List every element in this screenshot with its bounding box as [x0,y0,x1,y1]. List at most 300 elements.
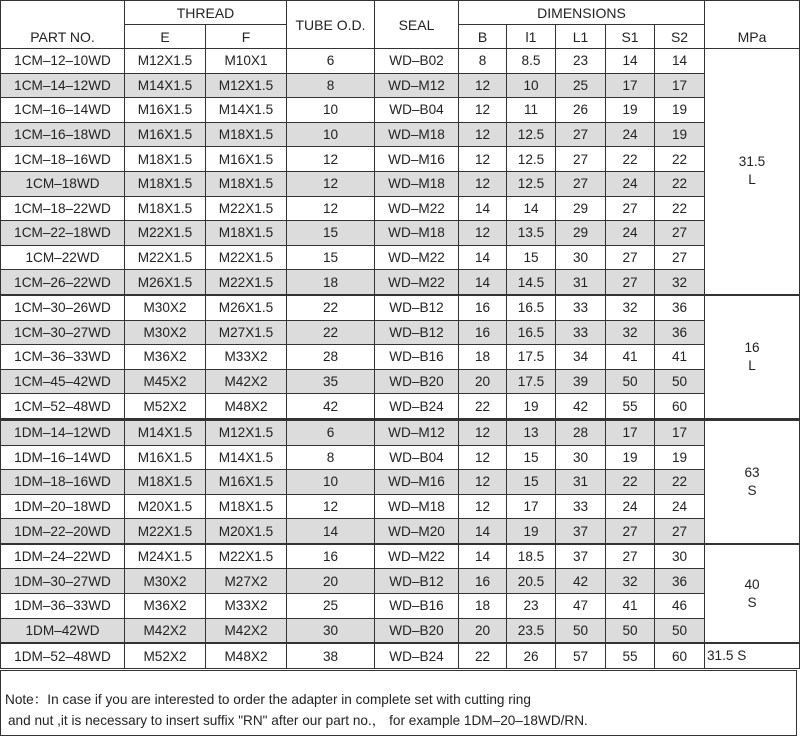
dim-s2-cell: 27 [655,221,705,246]
part-no-cell: 1CM–26–22WD [1,270,125,295]
thread-f-cell: M27X2 [206,569,287,594]
thread-f-cell: M42X2 [206,369,287,394]
dim-l1-upper-cell: 33 [556,295,606,320]
dim-l1-lower-cell: 13 [507,419,556,445]
part-no-cell: 1CM–36–33WD [1,345,125,370]
thread-e-cell: M36X2 [125,345,206,370]
dim-s2-cell: 14 [655,49,705,74]
part-no-cell: 1DM–16–14WD [1,445,125,470]
thread-f-cell: M33X2 [206,594,287,619]
seal-cell: WD–B16 [375,594,459,619]
part-no-cell: 1CM–30–27WD [1,320,125,345]
thread-e-cell: M18X1.5 [125,470,206,495]
thread-f-cell: M18X1.5 [206,494,287,519]
thread-e-cell: M16X1.5 [125,122,206,147]
tube-od-cell: 22 [287,320,375,345]
pressure-value: 40 [744,576,760,592]
dim-b-cell: 18 [459,594,507,619]
dim-l1-lower-cell: 17 [507,494,556,519]
dim-b-cell: 8 [459,49,507,74]
dim-s1-cell: 24 [606,171,655,196]
thread-f-cell: M22X1.5 [206,270,287,295]
thread-e-cell: M22X1.5 [125,519,206,544]
dim-s2-cell: 36 [655,569,705,594]
table-row [1,470,800,495]
dim-s2-cell: 19 [655,122,705,147]
table-row [1,221,800,246]
thread-e-cell: M22X1.5 [125,245,206,270]
dim-l1-upper-cell: 31 [556,270,606,295]
dim-l1-lower-cell: 16.5 [507,320,556,345]
dim-s1-cell: 19 [606,445,655,470]
dim-s2-cell: 60 [655,643,705,668]
dim-l1-lower-cell: 15 [507,445,556,470]
thread-f-cell: M14X1.5 [206,98,287,123]
table-row [1,295,800,320]
dim-b-cell: 14 [459,270,507,295]
tube-od-cell: 22 [287,295,375,320]
part-no-cell: 1CM–18–22WD [1,196,125,221]
pressure-value: 31.5 [738,154,766,170]
dim-s1-cell: 27 [606,245,655,270]
dim-s2-cell: 17 [655,419,705,445]
pressure-rating-cell [705,49,800,295]
dim-l1-upper-cell: 37 [556,544,606,569]
dim-l1-upper-cell: 27 [556,147,606,172]
pressure-rating-cell [705,419,800,543]
seal-cell: WD–B24 [375,394,459,420]
seal-cell: WD–M22 [375,196,459,221]
dim-l1-lower-cell: 16.5 [507,295,556,320]
thread-f-cell: M22X1.5 [206,544,287,569]
seal-cell: WD–M16 [375,147,459,172]
dim-l1-lower-cell: 12.5 [507,122,556,147]
seal-cell: WD–M18 [375,221,459,246]
pressure-rating-cell [705,544,800,643]
order-note [0,670,797,736]
dim-l1-upper-cell: 57 [556,643,606,668]
dim-l1-upper-cell: 29 [556,196,606,221]
part-no-cell: 1CM–12–10WD [1,49,125,74]
part-no-cell: 1DM–30–27WD [1,569,125,594]
dim-s1-cell: 27 [606,270,655,295]
dim-l1-upper-cell: 25 [556,73,606,98]
dim-s1-cell: 22 [606,147,655,172]
dim-s1-cell: 27 [606,196,655,221]
tube-od-cell: 42 [287,394,375,420]
tube-od-cell: 15 [287,245,375,270]
part-no-cell: 1DM–24–22WD [1,544,125,569]
dim-b-cell: 14 [459,245,507,270]
pressure-class: L [748,172,756,188]
thread-e-cell: M18X1.5 [125,171,206,196]
thread-f-cell: M16X1.5 [206,147,287,172]
tube-od-cell: 35 [287,369,375,394]
dim-s2-cell: 22 [655,196,705,221]
seal-cell: WD–M20 [375,519,459,544]
dimensions-header: DIMENSIONS [459,1,705,25]
dim-l1-lower-cell: 23.5 [507,618,556,643]
dim-s1-cell: 41 [606,594,655,619]
part-no-cell: 1CM–18–16WD [1,147,125,172]
tube-od-cell: 12 [287,196,375,221]
pressure-rating-cell [705,643,800,668]
dim-l1-lower-cell: 18.5 [507,544,556,569]
table-row [1,544,800,569]
thread-e-cell: M52X2 [125,643,206,668]
seal-cell: WD–B16 [375,345,459,370]
part-no-cell: 1CM–22–18WD [1,221,125,246]
thread-f-cell: M42X2 [206,618,287,643]
dim-s1-cell: 24 [606,221,655,246]
dim-l1-lower-cell: 12.5 [507,147,556,172]
dim-l1-lower-cell: 26 [507,643,556,668]
pressure-class: L [748,357,756,373]
thread-f-cell: M20X1.5 [206,519,287,544]
dim-s2-header: S2 [655,25,705,49]
dim-s1-cell: 50 [606,618,655,643]
tube-od-cell: 18 [287,270,375,295]
dim-l1-lower-cell: 8.5 [507,49,556,74]
dim-s2-cell: 41 [655,345,705,370]
dim-s1-cell: 32 [606,295,655,320]
table-row [1,196,800,221]
tube-od-cell: 10 [287,122,375,147]
dim-s2-cell: 36 [655,320,705,345]
tube-od-cell: 20 [287,569,375,594]
dim-b-header: B [459,25,507,49]
part-no-cell: 1DM–42WD [1,618,125,643]
seal-cell: WD–M22 [375,270,459,295]
seal-header: SEAL [375,1,459,49]
table-row [1,171,800,196]
tube-od-cell: 12 [287,147,375,172]
table-row [1,49,800,74]
part-no-cell: 1CM–16–14WD [1,98,125,123]
thread-e-cell: M14X1.5 [125,419,206,445]
dim-b-cell: 14 [459,544,507,569]
part-no-cell: 1CM–16–18WD [1,122,125,147]
table-row [1,569,800,594]
dim-s1-cell: 32 [606,320,655,345]
thread-f-cell: M18X1.5 [206,122,287,147]
dim-l1-upper-header: L1 [556,25,606,49]
table-row [1,643,800,668]
dim-l1-lower-cell: 17.5 [507,369,556,394]
table-row [1,445,800,470]
table-row [1,270,800,295]
thread-e-cell: M36X2 [125,594,206,619]
pressure-class: S [747,482,757,498]
seal-cell: WD–B02 [375,49,459,74]
part-no-cell: 1CM–52–48WD [1,394,125,420]
seal-cell: WD–M16 [375,470,459,495]
dim-s2-cell: 19 [655,445,705,470]
thread-f-cell: M18X1.5 [206,171,287,196]
dim-b-cell: 16 [459,320,507,345]
table-row [1,345,800,370]
dim-b-cell: 12 [459,221,507,246]
dim-s2-cell: 19 [655,98,705,123]
dim-l1-upper-cell: 28 [556,419,606,445]
thread-f-header: F [206,25,287,49]
tube-od-cell: 12 [287,494,375,519]
tube-od-cell: 28 [287,345,375,370]
dim-s1-cell: 14 [606,49,655,74]
dim-s1-cell: 55 [606,643,655,668]
tube-od-cell: 10 [287,470,375,495]
dim-b-cell: 14 [459,519,507,544]
dim-s2-cell: 24 [655,494,705,519]
dim-s1-cell: 24 [606,122,655,147]
tube-od-cell: 14 [287,519,375,544]
dim-l1-upper-cell: 27 [556,122,606,147]
seal-cell: WD–B24 [375,643,459,668]
part-no-cell: 1CM–14–12WD [1,73,125,98]
dim-l1-upper-cell: 30 [556,245,606,270]
dim-l1-lower-cell: 17.5 [507,345,556,370]
dim-l1-upper-cell: 47 [556,594,606,619]
dim-s2-cell: 27 [655,519,705,544]
thread-f-cell: M33X2 [206,345,287,370]
thread-f-cell: M14X1.5 [206,445,287,470]
dim-s2-cell: 46 [655,594,705,619]
seal-cell: WD–B12 [375,569,459,594]
dim-b-cell: 18 [459,345,507,370]
dim-s1-cell: 22 [606,470,655,495]
thread-f-cell: M18X1.5 [206,221,287,246]
thread-f-cell: M27X1.5 [206,320,287,345]
dim-b-cell: 20 [459,369,507,394]
spec-table-body [1,49,800,669]
table-row [1,494,800,519]
dim-s2-cell: 22 [655,147,705,172]
dim-s2-cell: 60 [655,394,705,420]
thread-f-cell: M12X1.5 [206,73,287,98]
tube-od-cell: 12 [287,171,375,196]
tube-od-cell: 16 [287,544,375,569]
dim-l1-upper-cell: 31 [556,470,606,495]
mpa-header: MPa [705,1,800,49]
dim-b-cell: 12 [459,470,507,495]
thread-e-cell: M14X1.5 [125,73,206,98]
tube-od-cell: 6 [287,49,375,74]
dim-s2-cell: 36 [655,295,705,320]
dim-s1-cell: 17 [606,73,655,98]
dim-b-cell: 22 [459,394,507,420]
note-line-2: and nut ,it is necessary to insert suffix "RN" after our part no.， for example 1DM–20–18WD/RN. [8,713,588,728]
tube-od-cell: 10 [287,98,375,123]
table-row [1,98,800,123]
dim-l1-lower-cell: 23 [507,594,556,619]
seal-cell: WD–B12 [375,295,459,320]
dim-l1-lower-cell: 19 [507,519,556,544]
seal-cell: WD–B04 [375,445,459,470]
dim-l1-lower-header: l1 [507,25,556,49]
dim-s2-cell: 27 [655,245,705,270]
table-row [1,245,800,270]
thread-e-cell: M42X2 [125,618,206,643]
tube-od-cell: 6 [287,419,375,445]
dim-s2-cell: 50 [655,369,705,394]
pressure-value: 63 [744,464,760,480]
seal-cell: WD–B04 [375,98,459,123]
thread-e-cell: M18X1.5 [125,196,206,221]
dim-s1-cell: 55 [606,394,655,420]
thread-f-cell: M26X1.5 [206,295,287,320]
tube-od-cell: 15 [287,221,375,246]
dim-b-cell: 12 [459,147,507,172]
dim-s2-cell: 22 [655,470,705,495]
dim-s2-cell: 32 [655,270,705,295]
dim-b-cell: 14 [459,196,507,221]
dim-l1-upper-cell: 29 [556,221,606,246]
dim-b-cell: 12 [459,98,507,123]
dim-l1-upper-cell: 37 [556,519,606,544]
pressure-class: S [747,594,757,610]
dim-l1-upper-cell: 30 [556,445,606,470]
dim-l1-upper-cell: 26 [556,98,606,123]
thread-e-cell: M18X1.5 [125,147,206,172]
dim-l1-lower-cell: 15 [507,245,556,270]
tube-od-cell: 8 [287,445,375,470]
thread-f-cell: M48X2 [206,394,287,420]
part-no-cell: 1CM–30–26WD [1,295,125,320]
seal-cell: WD–M12 [375,73,459,98]
seal-cell: WD–M18 [375,171,459,196]
dim-b-cell: 12 [459,171,507,196]
dim-l1-upper-cell: 33 [556,494,606,519]
dim-s2-cell: 22 [655,171,705,196]
dim-b-cell: 12 [459,73,507,98]
dim-s1-header: S1 [606,25,655,49]
table-row [1,394,800,420]
thread-e-cell: M30X2 [125,320,206,345]
seal-cell: WD–M18 [375,494,459,519]
table-row [1,618,800,643]
table-row [1,320,800,345]
thread-f-cell: M10X1 [206,49,287,74]
table-row [1,369,800,394]
tube-od-header: TUBE O.D. [287,1,375,49]
dim-s1-cell: 27 [606,519,655,544]
thread-e-cell: M20X1.5 [125,494,206,519]
seal-cell: WD–B12 [375,320,459,345]
seal-cell: WD–M22 [375,544,459,569]
seal-cell: WD–B20 [375,618,459,643]
dim-b-cell: 12 [459,494,507,519]
thread-e-cell: M24X1.5 [125,544,206,569]
dim-s1-cell: 27 [606,544,655,569]
tube-od-cell: 30 [287,618,375,643]
part-no-cell: 1DM–18–16WD [1,470,125,495]
thread-f-cell: M22X1.5 [206,245,287,270]
thread-e-cell: M30X2 [125,569,206,594]
part-no-cell: 1DM–22–20WD [1,519,125,544]
pressure-value: 16 [744,339,760,355]
table-row [1,122,800,147]
part-no-header: PART NO. [1,1,125,49]
part-no-cell: 1CM–18WD [1,171,125,196]
dim-l1-lower-cell: 12.5 [507,171,556,196]
thread-e-header: E [125,25,206,49]
thread-e-cell: M30X2 [125,295,206,320]
dim-l1-lower-cell: 14 [507,196,556,221]
dim-b-cell: 12 [459,445,507,470]
dim-s1-cell: 17 [606,419,655,445]
dim-s2-cell: 17 [655,73,705,98]
tube-od-cell: 38 [287,643,375,668]
dim-b-cell: 12 [459,419,507,445]
dim-l1-lower-cell: 14.5 [507,270,556,295]
dim-s1-cell: 32 [606,569,655,594]
thread-e-cell: M52X2 [125,394,206,420]
thread-f-cell: M22X1.5 [206,196,287,221]
table-row [1,419,800,445]
pressure-value: 31.5 [707,648,734,664]
dim-l1-upper-cell: 50 [556,618,606,643]
thread-f-cell: M12X1.5 [206,419,287,445]
table-row [1,73,800,98]
table-row [1,519,800,544]
dim-s1-cell: 19 [606,98,655,123]
thread-f-cell: M48X2 [206,643,287,668]
dim-l1-lower-cell: 10 [507,73,556,98]
dim-l1-upper-cell: 34 [556,345,606,370]
dim-b-cell: 16 [459,295,507,320]
thread-e-cell: M45X2 [125,369,206,394]
dim-b-cell: 20 [459,618,507,643]
dim-s1-cell: 41 [606,345,655,370]
dim-b-cell: 16 [459,569,507,594]
thread-e-cell: M12X1.5 [125,49,206,74]
thread-f-cell: M16X1.5 [206,470,287,495]
dim-l1-upper-cell: 27 [556,171,606,196]
dim-l1-lower-cell: 11 [507,98,556,123]
part-no-cell: 1DM–36–33WD [1,594,125,619]
note-line-1: Note：In case if you are interested to order the adapter in complete set with cutting ring [5,692,531,707]
part-no-cell: 1DM–14–12WD [1,419,125,445]
table-row [1,594,800,619]
dim-l1-upper-cell: 23 [556,49,606,74]
dim-l1-lower-cell: 15 [507,470,556,495]
thread-e-cell: M16X1.5 [125,98,206,123]
dim-b-cell: 22 [459,643,507,668]
thread-header: THREAD [125,1,287,25]
dim-l1-upper-cell: 42 [556,569,606,594]
seal-cell: WD–M12 [375,419,459,445]
dim-l1-lower-cell: 20.5 [507,569,556,594]
dim-s1-cell: 50 [606,369,655,394]
seal-cell: WD–B20 [375,369,459,394]
tube-od-cell: 25 [287,594,375,619]
dim-s2-cell: 50 [655,618,705,643]
part-no-cell: 1CM–22WD [1,245,125,270]
dim-s2-cell: 30 [655,544,705,569]
pressure-class: S [737,648,747,664]
seal-cell: WD–M18 [375,122,459,147]
dim-l1-lower-cell: 19 [507,394,556,420]
part-no-cell: 1DM–20–18WD [1,494,125,519]
thread-e-cell: M22X1.5 [125,221,206,246]
part-no-cell: 1DM–52–48WD [1,643,125,668]
dim-b-cell: 12 [459,122,507,147]
dim-l1-lower-cell: 13.5 [507,221,556,246]
dim-l1-upper-cell: 39 [556,369,606,394]
part-no-cell: 1CM–45–42WD [1,369,125,394]
table-row [1,147,800,172]
pressure-rating-cell [705,295,800,419]
